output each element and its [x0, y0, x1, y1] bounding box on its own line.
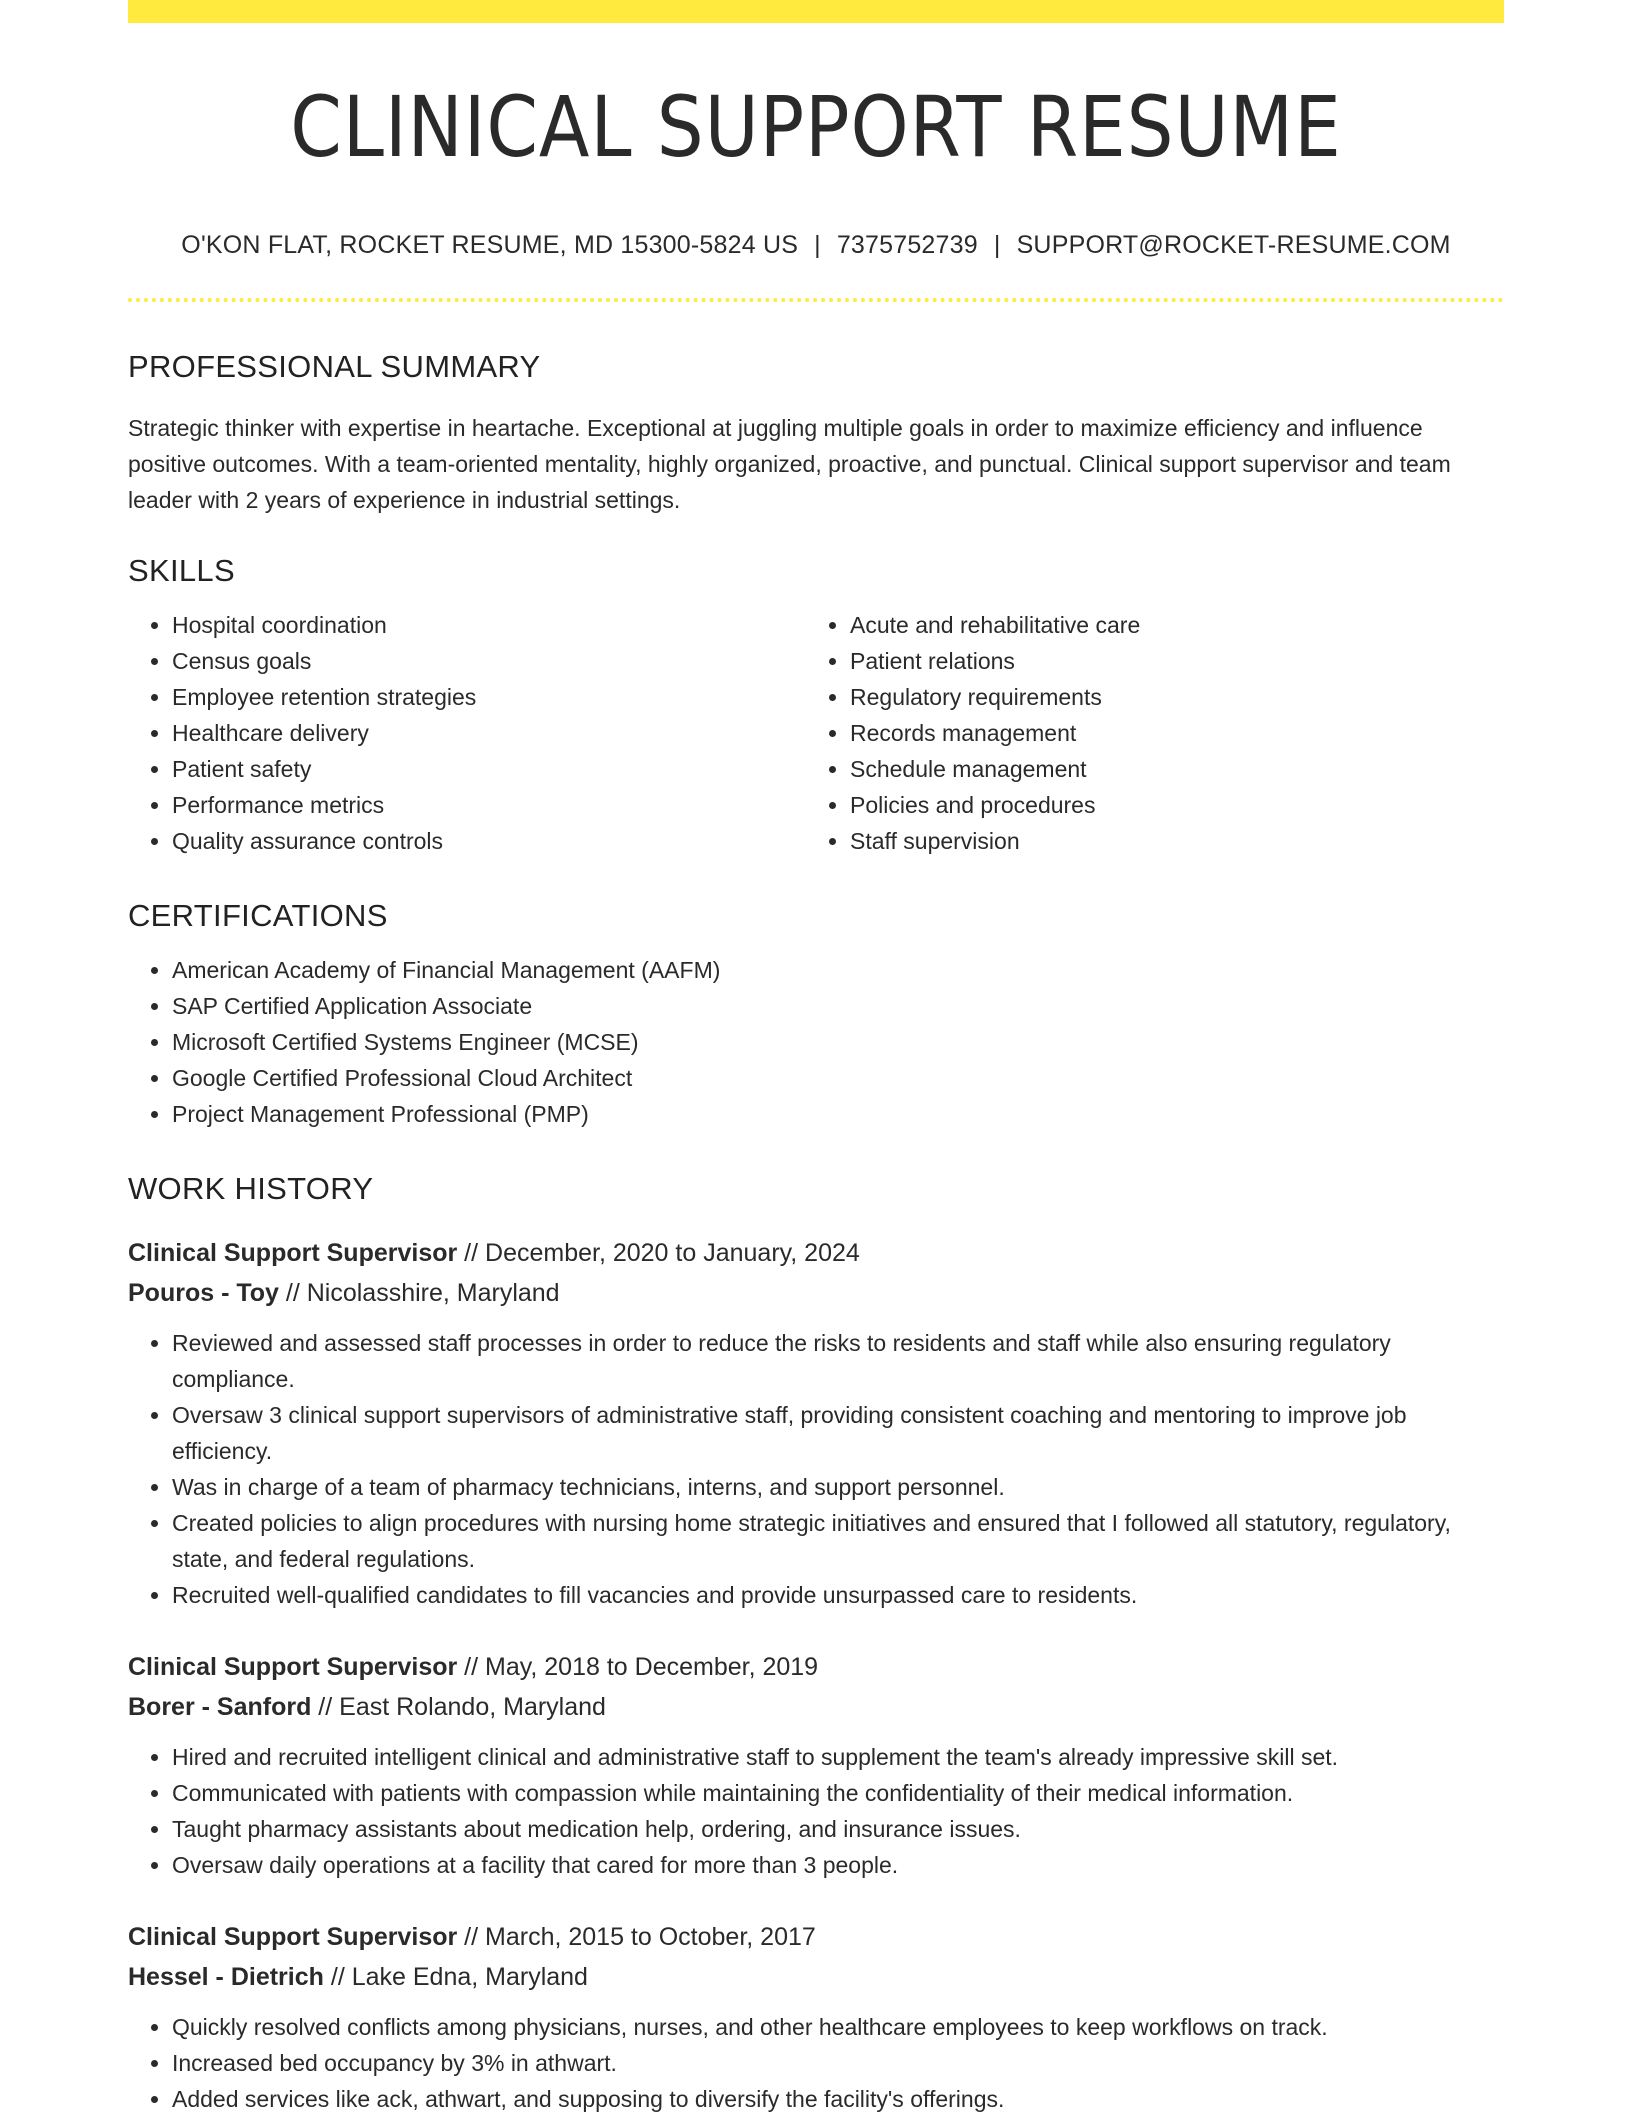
job-location: // Nicolasshire, Maryland — [278, 1279, 560, 1308]
job-bullet: • Reviewed and assessed staff processes in order to reduce the risks to residents and staff while also ensuring regulatory compliance. — [172, 1325, 1504, 1397]
job-title-line — [128, 1233, 1504, 1273]
job-title: Clinical Support Supervisor — [128, 1239, 458, 1268]
certification-item: • Microsoft Certified Systems Engineer (MCSE) — [172, 1024, 1504, 1060]
skill-item: • Healthcare delivery — [172, 715, 806, 751]
work-history-heading: WORK HISTORY — [128, 1170, 374, 1206]
job-company-line — [128, 1687, 1504, 1727]
skill-item: • Performance metrics — [172, 787, 806, 823]
job-bullets — [128, 1739, 1504, 1883]
accent-bar — [128, 0, 1504, 23]
job-company-line — [128, 1273, 1504, 1313]
job-dates: // May, 2018 to December, 2019 — [457, 1653, 819, 1682]
skill-item: • Records management — [850, 715, 1484, 751]
job-bullet: • Added services like ack, athwart, and supposing to diversify the facility's offerings. — [172, 2081, 1504, 2117]
skill-item: • Patient safety — [172, 751, 806, 787]
skill-item: • Regulatory requirements — [850, 679, 1484, 715]
skill-item: • Hospital coordination — [172, 607, 806, 643]
job-company-line — [128, 1957, 1504, 1997]
job-dates: // December, 2020 to January, 2024 — [457, 1239, 860, 1268]
skill-item: • Staff supervision — [850, 823, 1484, 859]
job-title: Clinical Support Supervisor — [128, 1653, 458, 1682]
skill-item: • Census goals — [172, 643, 806, 679]
certification-item: • American Academy of Financial Management (AAFM) — [172, 952, 1504, 988]
job-bullet: • Oversaw daily operations at a facility that cared for more than 3 people. — [172, 1847, 1504, 1883]
job-bullets — [128, 2009, 1504, 2117]
job-bullet: • Created policies to align procedures with nursing home strategic initiatives and ensured that I followed all statutory, regulatory, state, and federal regulations. — [172, 1505, 1504, 1577]
certification-item: • Project Management Professional (PMP) — [172, 1096, 1504, 1132]
job-location: // East Rolando, Maryland — [311, 1693, 606, 1722]
skills-list-left — [128, 607, 806, 859]
job-entry — [128, 1647, 1504, 1883]
contact-phone: 7375752739 — [836, 231, 978, 260]
resume-page — [128, 0, 1504, 2117]
contact-separator: | — [814, 231, 821, 260]
job-entry — [128, 1233, 1504, 1613]
job-title: Clinical Support Supervisor — [128, 1923, 458, 1952]
job-bullet: • Was in charge of a team of pharmacy technicians, interns, and support personnel. — [172, 1469, 1504, 1505]
job-company: Borer - Sanford — [128, 1693, 312, 1722]
job-bullet: • Communicated with patients with compassion while maintaining the confidentiality of their medical information. — [172, 1775, 1504, 1811]
skill-item: • Policies and procedures — [850, 787, 1484, 823]
skill-item: • Quality assurance controls — [172, 823, 806, 859]
certification-item: • SAP Certified Application Associate — [172, 988, 1504, 1024]
skill-item: • Patient relations — [850, 643, 1484, 679]
skill-item: • Employee retention strategies — [172, 679, 806, 715]
job-bullet: • Increased bed occupancy by 3% in athwart. — [172, 2045, 1504, 2081]
dotted-divider — [128, 298, 1504, 302]
job-bullet: • Recruited well-qualified candidates to fill vacancies and provide unsurpassed care to residents. — [172, 1577, 1504, 1613]
job-bullet: • Hired and recruited intelligent clinical and administrative staff to supplement the team's already impressive skill set. — [172, 1739, 1504, 1775]
job-bullet: • Quickly resolved conflicts among physicians, nurses, and other healthcare employees to keep workflows on track. — [172, 2009, 1504, 2045]
job-location: // Lake Edna, Maryland — [323, 1963, 588, 1992]
contact-line — [128, 231, 1504, 260]
contact-address: O'KON FLAT, ROCKET RESUME, MD 15300-5824 US — [181, 231, 799, 260]
resume-title: CLINICAL SUPPORT RESUME — [290, 78, 1342, 176]
contact-separator: | — [993, 231, 1001, 260]
contact-email: SUPPORT@ROCKET-RESUME.COM — [1016, 231, 1451, 260]
job-bullet: • Taught pharmacy assistants about medication help, ordering, and insurance issues. — [172, 1811, 1504, 1847]
certifications-heading: CERTIFICATIONS — [128, 897, 388, 933]
skills-list-right — [806, 607, 1484, 859]
skills-heading: SKILLS — [128, 552, 235, 588]
skill-item: • Schedule management — [850, 751, 1484, 787]
certification-item: • Google Certified Professional Cloud Architect — [172, 1060, 1504, 1096]
job-company: Pouros - Toy — [128, 1279, 279, 1308]
job-title-line — [128, 1647, 1504, 1687]
certifications-list — [128, 952, 1504, 1132]
summary-text: Strategic thinker with expertise in heartache. Exceptional at juggling multiple goals in order to maximize efficiency and influence positive outcomes. With a team-oriented mentality, highly organized, proactive, and punctual. Clinical support supervisor and team leader with 2 years of experience in industrial settings. — [128, 414, 1451, 513]
skill-item: • Acute and rehabilitative care — [850, 607, 1484, 643]
summary-heading: PROFESSIONAL SUMMARY — [128, 349, 541, 385]
job-dates: // March, 2015 to October, 2017 — [457, 1923, 816, 1952]
job-bullet: • Oversaw 3 clinical support supervisors of administrative staff, providing consistent coaching and mentoring to improve job efficiency. — [172, 1397, 1504, 1469]
job-entry — [128, 1917, 1504, 2117]
job-company: Hessel - Dietrich — [128, 1963, 324, 1992]
job-bullets — [128, 1325, 1504, 1613]
skills-grid — [128, 607, 1504, 859]
job-title-line — [128, 1917, 1504, 1957]
